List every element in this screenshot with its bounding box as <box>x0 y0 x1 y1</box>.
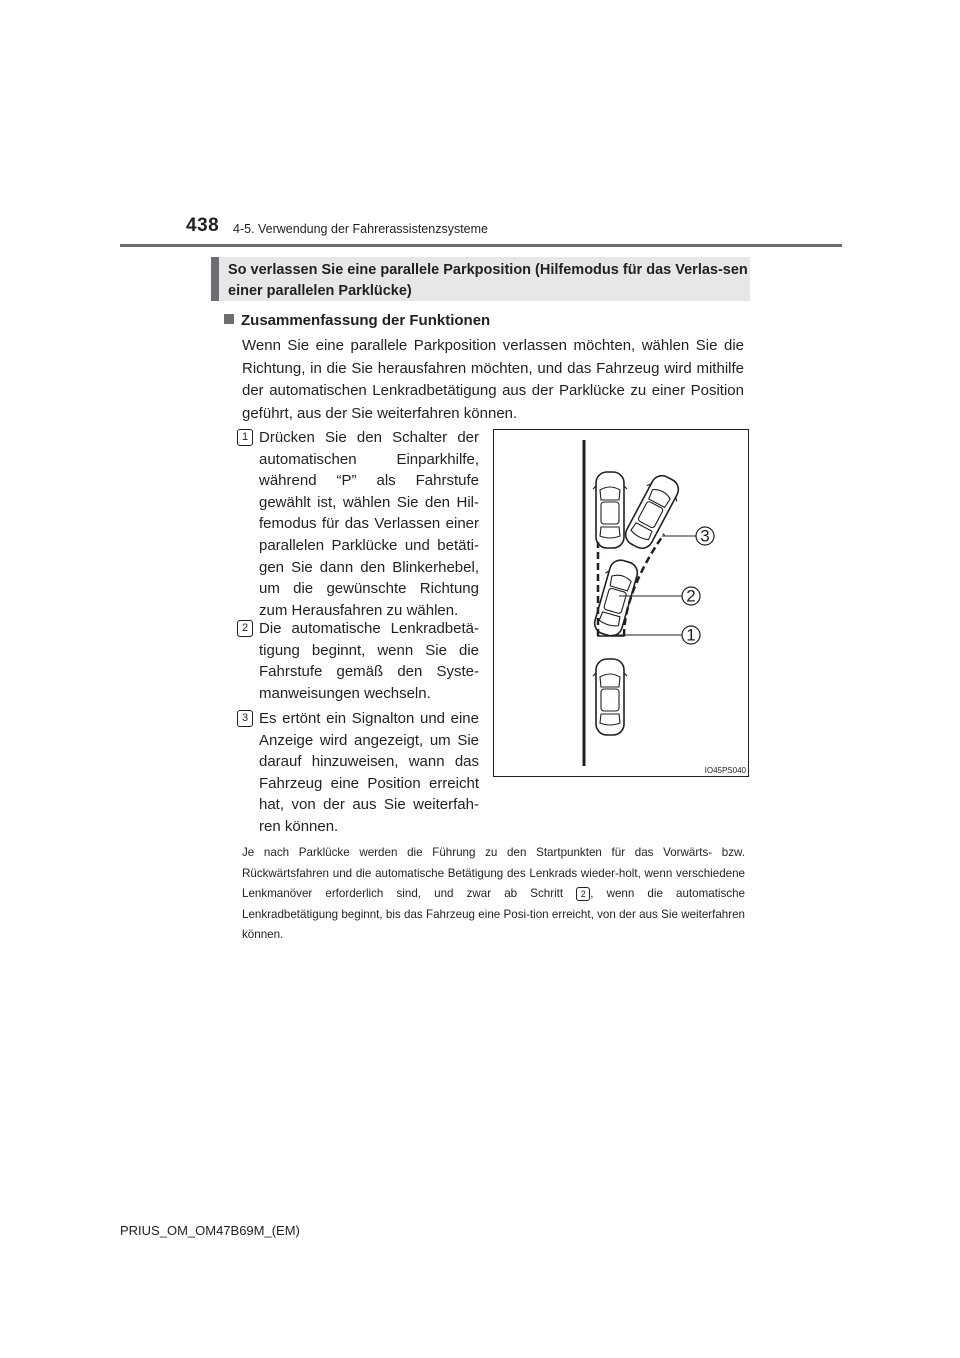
step-text: Es ertönt ein Signalton und eine Anzeige wird angezeigt, um Sie darauf hinzuweisen, wann das Fahrzeug eine Position erreicht hat, von der aus Sie weiterfah-ren können. <box>259 710 479 835</box>
summary-text: Wenn Sie eine parallele Parkposition verlassen möchten, wählen Sie die Richtung, in die Sie herausfahren möchten, und das Fahrzeug wird mithilfe der automatischen Lenkradbetätigung aus der Parklücke zu einer Position geführt, aus der Sie weiterfahren können. <box>242 337 744 422</box>
section-banner-bar <box>211 257 219 301</box>
header-rule <box>120 244 842 247</box>
parking-diagram <box>494 430 750 778</box>
figure-code: IO45PS040 <box>704 766 746 775</box>
summary-heading <box>224 312 490 329</box>
step-number: 1 <box>237 429 253 446</box>
callout-3: 3 <box>700 526 710 546</box>
note-text <box>242 843 745 946</box>
page-number: 438 <box>186 215 220 236</box>
step-reference: 2 <box>576 887 590 901</box>
square-bullet-icon <box>224 314 234 324</box>
note-text-before: Je nach Parklücke werden die Führung zu den Startpunkten für das Vorwärts- bzw. Rückwärtsfahren und die automatische Betätigung des Lenkrads wieder-holt, wenn verschiedene Lenkmanöver erforderlich sind, und zwar ab Schritt <box>242 846 745 900</box>
section-title: So verlassen Sie eine parallele Parkposition (Hilfemodus für das Verlas-sen einer parallelen Parklücke) <box>228 262 748 299</box>
footer-doc-id: PRIUS_OM_OM47B69M_(EM) <box>120 1223 300 1238</box>
step-text: Drücken Sie den Schalter der automatischen Einparkhilfe, während “P” als Fahrstufe gewählt ist, wählen Sie den Hil-femodus für das Verlassen einer parallelen Parklücke und betäti-gen Sie dann den Blinkerhebel, um die gewünschte Richtung zum Herausfahren zu wählen. <box>259 429 479 619</box>
step-number: 2 <box>237 620 253 637</box>
note-text-after: , wenn die automatische Lenkradbetätigung beginnt, bis das Fahrzeug eine Posi-tion erreicht, von der aus Sie weiterfahren können. <box>242 887 745 941</box>
summary-heading-text: Zusammenfassung der Funktionen <box>241 312 491 329</box>
step-text: Die automatische Lenkradbetä-tigung beginnt, wenn Sie die Fahrstufe gemäß den Syste-manweisungen wechseln. <box>259 620 479 702</box>
parking-illustration <box>493 429 749 777</box>
step-number: 3 <box>237 710 253 727</box>
callout-2: 2 <box>686 586 696 606</box>
callout-1: 1 <box>686 625 696 645</box>
section-banner <box>211 257 750 301</box>
chapter-title: 4-5. Verwendung der Fahrerassistenzsysteme <box>233 222 488 236</box>
